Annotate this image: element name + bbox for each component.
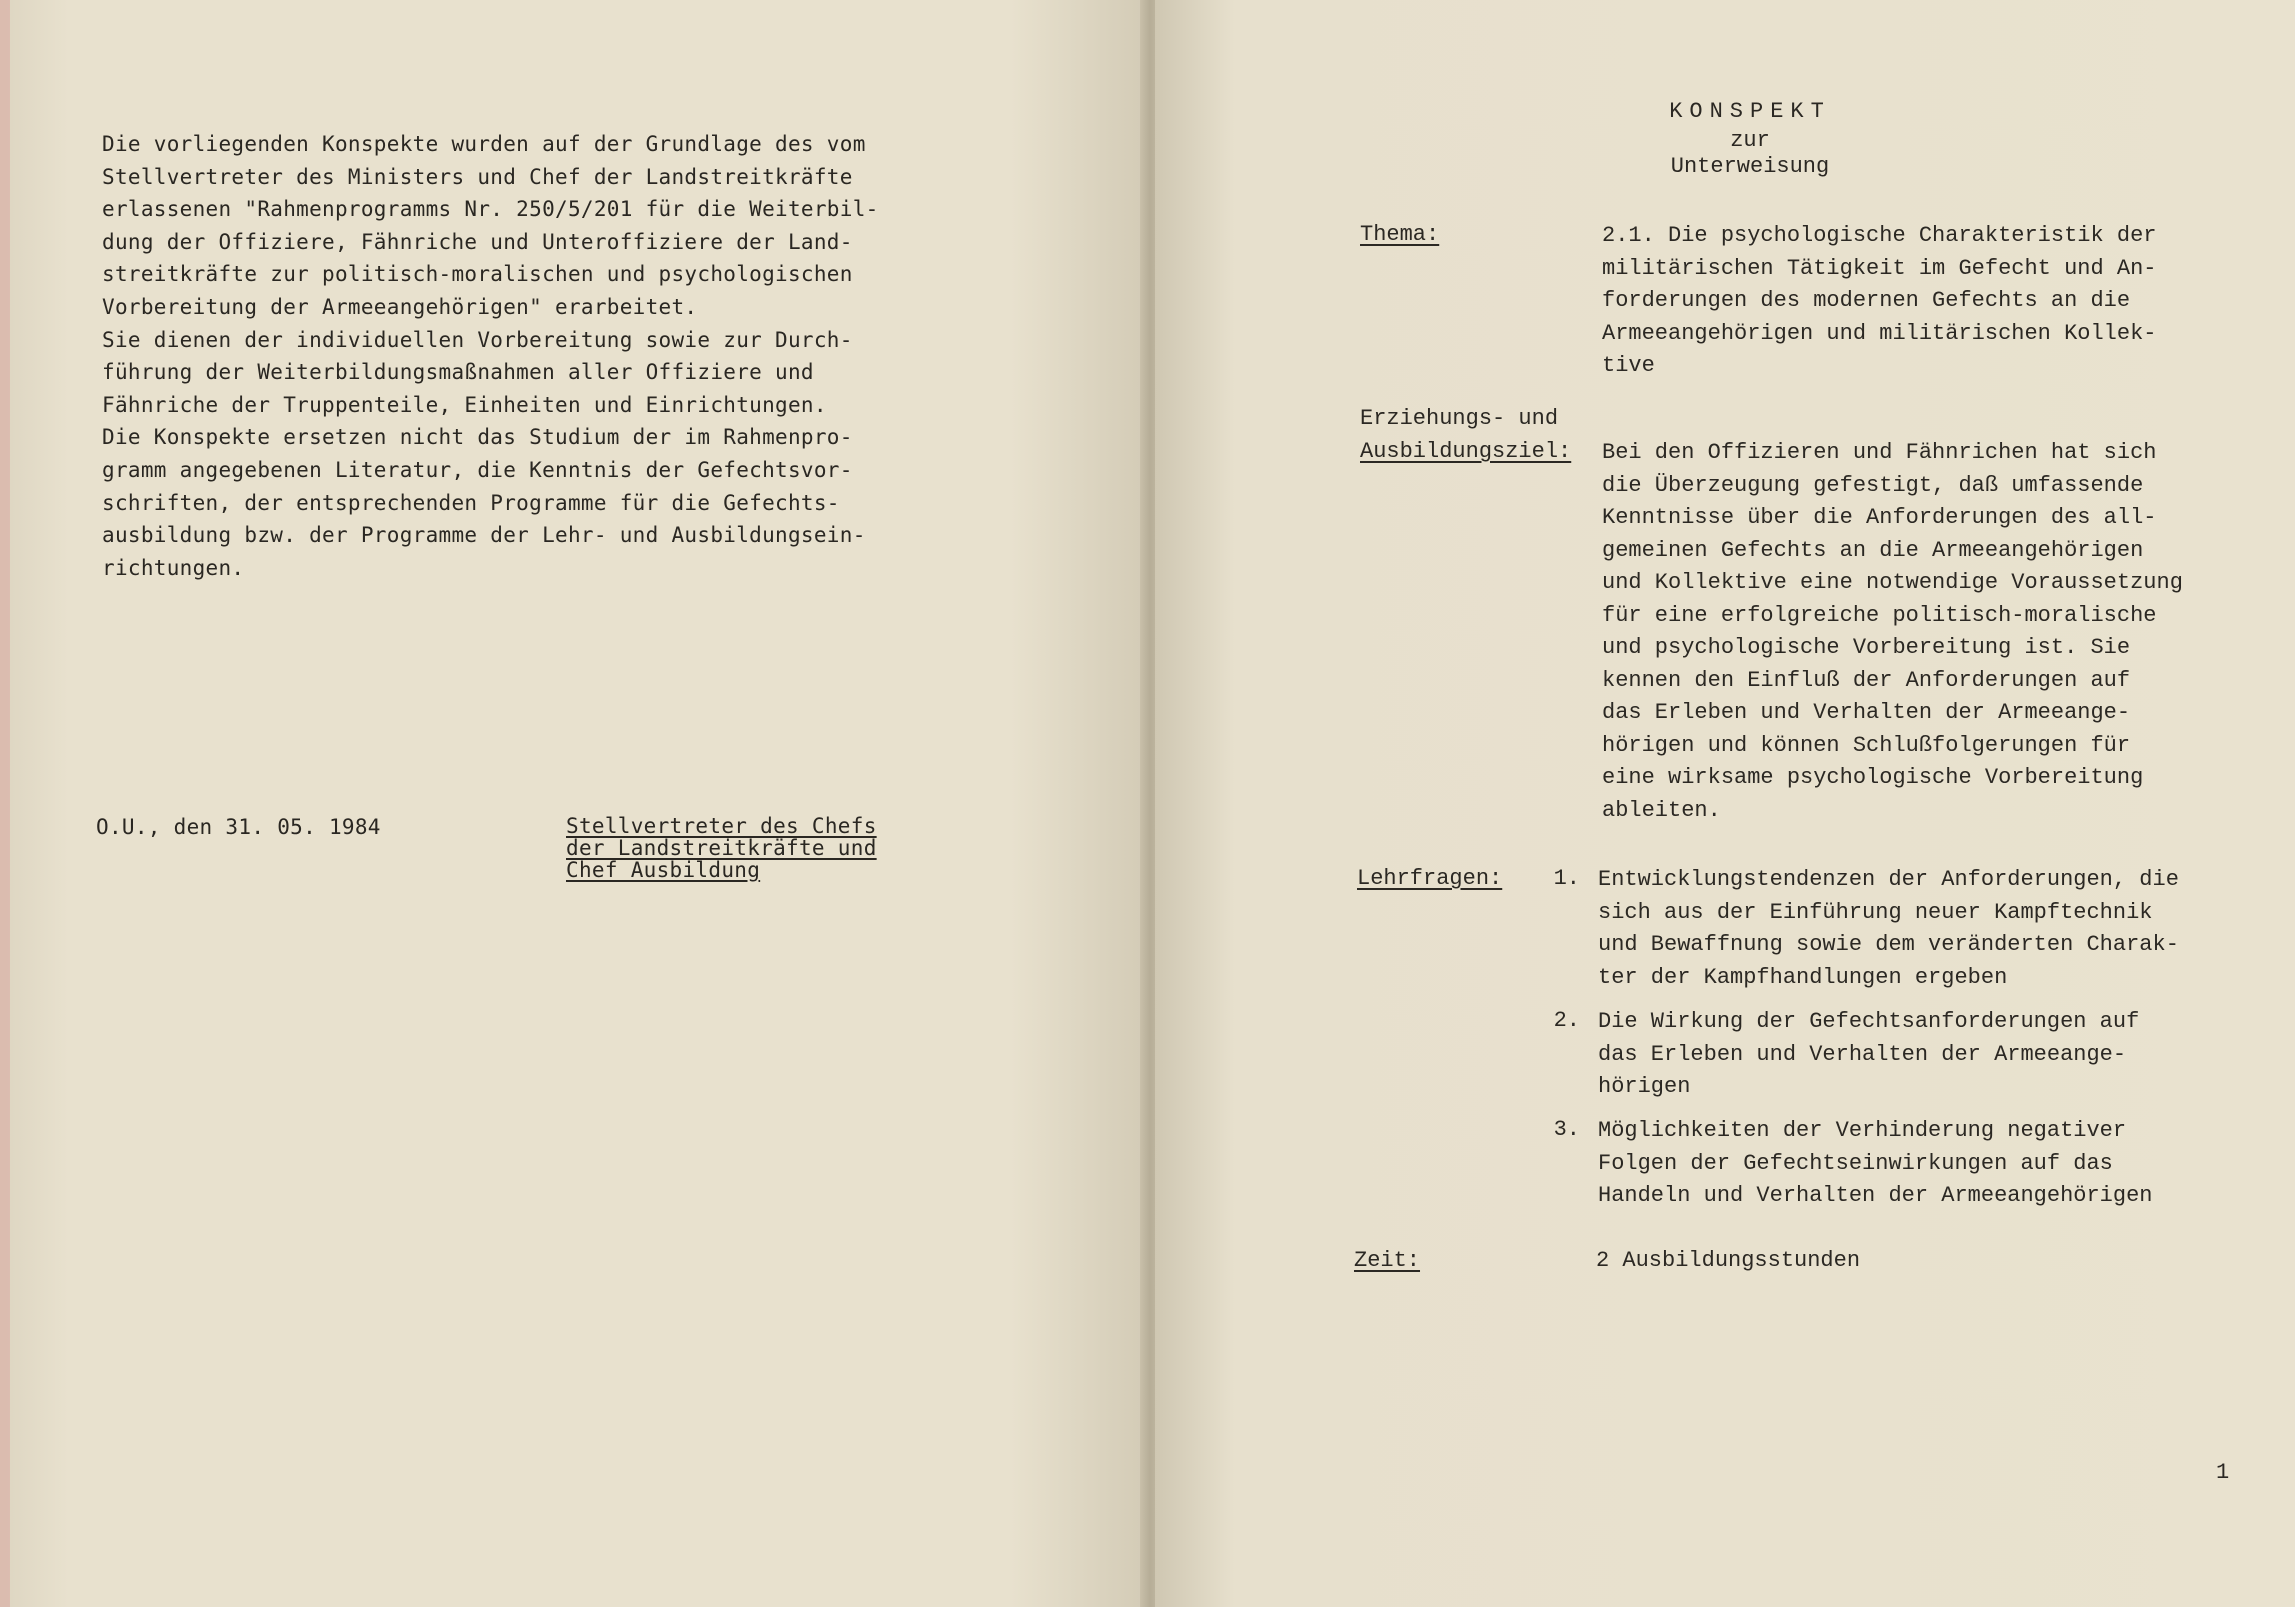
thema-label: Thema: (1360, 222, 1440, 247)
thema-line: forderungen des modernen Gefechts an die (1602, 288, 2131, 313)
question-line: sich aus der Einführung neuer Kampftechnik (1598, 899, 2153, 925)
thema-line: Armeeangehörigen und militärischen Kollek- (1602, 320, 2157, 346)
question-line: und Bewaffnung sowie dem veränderten Charak- (1598, 932, 2179, 957)
ziel-line: kennen den Einfluß der Anforderungen auf (1602, 667, 2131, 693)
question-number: 3. (1553, 1117, 1580, 1142)
ziel-line: hörigen und können Schlußfolgerungen für (1602, 732, 2131, 758)
page-number: 1 (2216, 1460, 2230, 1485)
ziel-line: und psychologische Vorbereitung ist. Sie (1602, 635, 2131, 660)
question-text (1598, 1006, 2139, 1104)
ziel-line: eine wirksame psychologische Vorbereitung (1602, 765, 2144, 790)
intro-line: Vorbereitung der Armeeangehörigen" erarbeitet. (102, 294, 698, 319)
heading-subtitle: zur (1730, 128, 1770, 153)
ziel-line: ableiten. (1602, 797, 1721, 823)
ziel-line: die Überzeugung gefestigt, daß umfassende (1602, 472, 2144, 498)
heading-title: KONSPEKT (1669, 99, 1831, 124)
question-number: 1. (1553, 866, 1580, 891)
intro-line: richtungen. (102, 555, 245, 580)
ziel-line: Bei den Offizieren und Fähnrichen hat sich (1602, 440, 2157, 465)
zeit-value: 2 Ausbildungsstunden (1596, 1248, 1861, 1273)
ziel-label: Erziehungs- und (1360, 406, 1559, 431)
intro-line: streitkräfte zur politisch-moralischen und psychologischen (102, 262, 853, 287)
thema-text (1602, 220, 2157, 383)
intro-line: ausbildung bzw. der Programme der Lehr- und Ausbildungsein- (102, 523, 866, 548)
thema-line: militärischen Tätigkeit im Gefecht und An- (1602, 255, 2157, 281)
question-line: Folgen der Gefechtseinwirkungen auf das (1598, 1150, 2113, 1176)
zeit-label: Zeit: (1354, 1248, 1421, 1273)
ziel-label: Ausbildungsziel: (1360, 439, 1572, 464)
question-line: Entwicklungstendenzen der Anforderungen, die (1598, 867, 2179, 892)
intro-line: Die vorliegenden Konspekte wurden auf der Grundlage des vom (102, 132, 866, 156)
place-date: O.U., den 31. 05. 1984 (96, 815, 381, 839)
intro-line: gramm angegebenen Literatur, die Kenntnis der Gefechtsvor- (102, 457, 853, 482)
thema-line: 2.1. Die psychologische Charakteristik der (1602, 223, 2157, 248)
question-text (1598, 1115, 2153, 1213)
intro-line: Die Konspekte ersetzen nicht das Studium der im Rahmenpro- (102, 425, 853, 450)
question-line: ter der Kampfhandlungen ergeben (1598, 964, 2008, 990)
intro-line: schriften, der entsprechenden Programme für die Gefechts- (102, 490, 840, 515)
signature-line: der Landstreitkräfte und (566, 836, 877, 860)
ziel-line: das Erleben und Verhalten der Armeeange- (1602, 700, 2131, 725)
thema-line: tive (1602, 353, 1655, 378)
intro-line: Stellvertreter des Ministers und Chef der Landstreitkräfte (102, 164, 853, 189)
question-line: Handeln und Verhalten der Armeeangehörigen (1598, 1183, 2153, 1208)
question-text (1598, 864, 2179, 994)
intro-text (102, 128, 902, 584)
ziel-line: für eine erfolgreiche politisch-moralische (1602, 602, 2157, 628)
ziel-text (1602, 437, 2183, 827)
ziel-line: gemeinen Gefechts an die Armeeangehörigen (1602, 537, 2144, 563)
ziel-line: und Kollektive eine notwendige Voraussetzung (1602, 570, 2183, 595)
document-heading (1560, 96, 1940, 180)
page-edge (0, 0, 10, 1607)
question-line: Die Wirkung der Gefechtsanforderungen auf (1598, 1009, 2140, 1034)
intro-line: Fähnriche der Truppenteile, Einheiten und Einrichtungen. (102, 392, 827, 417)
question-line: Möglichkeiten der Verhinderung negativer (1598, 1118, 2127, 1143)
signature-line: Chef Ausbildung (566, 858, 761, 882)
intro-line: Sie dienen der individuellen Vorbereitung sowie zur Durch- (102, 327, 853, 352)
heading-subtitle: Unterweisung (1670, 154, 1830, 179)
intro-line: führung der Weiterbildungsmaßnahmen aller Offiziere und (102, 360, 814, 385)
intro-line: dung der Offiziere, Fähnriche und Unteroffiziere der Land- (102, 229, 853, 254)
lehrfragen-label: Lehrfragen: (1357, 866, 1503, 891)
signature-block (566, 815, 877, 881)
intro-line: erlassenen "Rahmenprogramms Nr. 250/5/201 für die Weiterbil- (102, 197, 879, 222)
question-line: hörigen (1598, 1074, 1691, 1099)
signature-line: Stellvertreter des Chefs (566, 814, 877, 838)
ziel-line: Kenntnisse über die Anforderungen des all- (1602, 505, 2157, 530)
question-line: das Erleben und Verhalten der Armeeange- (1598, 1041, 2127, 1067)
question-number: 2. (1553, 1008, 1580, 1033)
